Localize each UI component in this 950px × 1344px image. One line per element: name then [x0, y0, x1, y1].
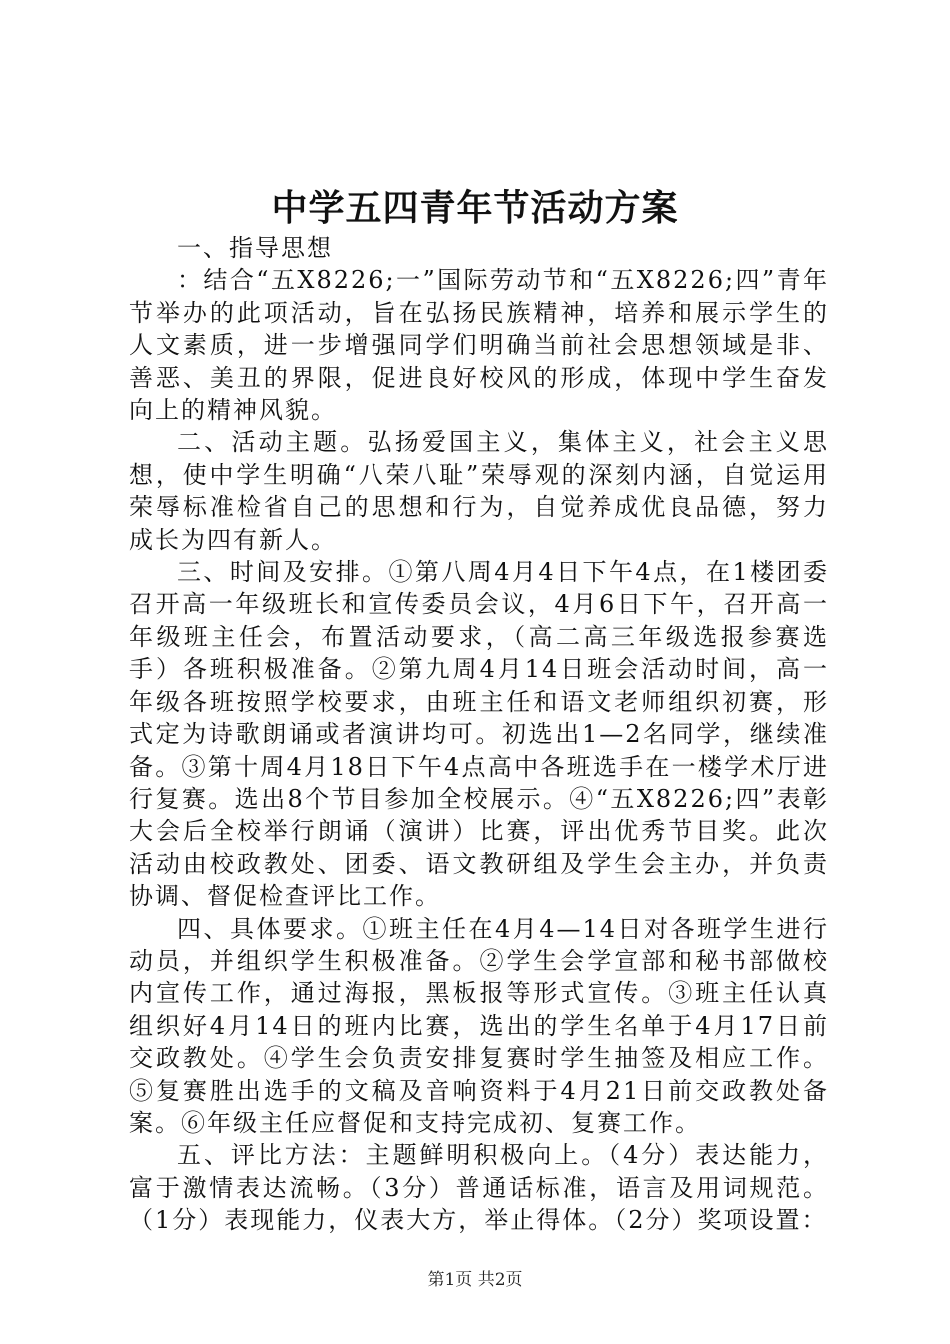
document-body	[129, 232, 829, 1237]
paragraph-activity-theme: 二、活动主题。弘扬爱国主义，集体主义，社会主义思想，使中学生明确“八荣八耻”荣辱观的深刻内涵，自觉运用荣辱标准检省自己的思想和行为，自觉养成优良品德，努力成长为四有新人。	[129, 428, 829, 554]
document-title: 中学五四青年节活动方案	[271, 187, 679, 229]
page-number-footer: 第1页 共2页	[427, 1270, 523, 1290]
paragraph-schedule: 三、时间及安排。①第八周4月4日下午4点，在1楼团委召开高一年级班长和宣传委员会议，4月6日下午，召开高一年级班主任会，布置活动要求，（高二高三年级选报参赛选手）各班积极准备。②第九周4月14日班会活动时间，高一年级各班按照学校要求，由班主任和语文老师组织初赛，形式定为诗歌朗诵或者演讲均可。初选出1—2名同学，继续准备。③第十周4月18日下午4点高中各班选手在一楼学术厅进行复赛。选出8个节目参加全校展示。④“五X8226;四”表彰大会后全校举行朗诵（演讲）比赛，评出优秀节目奖。此次活动由校政教处、团委、语文教研组及学生会主办，并负责协调、督促检查评比工作。	[129, 558, 829, 911]
paragraph-requirements: 四、具体要求。①班主任在4月4—14日对各班学生进行动员，并组织学生积极准备。②学生会学宣部和秘书部做校内宣传工作，通过海报，黑板报等形式宣传。③班主任认真组织好4月14日的班内比赛，选出的学生名单于4月17日前交政教处。④学生会负责安排复赛时学生抽签及相应工作。⑤复赛胜出选手的文稿及音响资料于4月21日前交政教处备案。⑥年级主任应督促和支持完成初、复赛工作。	[129, 914, 829, 1137]
section-heading-guiding-thought: 一、指导思想	[177, 234, 333, 262]
paragraph-guiding-thought: ：结合“五X8226;一”国际劳动节和“五X8226;四”青年节举办的此项活动，旨在弘扬民族精神，培养和展示学生的人文素质，进一步增强同学们明确当前社会思想领域是非、善恶、美丑的界限，促进良好校风的形成，体现中学生奋发向上的精神风貌。	[129, 266, 829, 425]
paragraph-evaluation: 五、评比方法：主题鲜明积极向上。（4分）表达能力，富于激情表达流畅。（3分）普通话标准，语言及用词规范。（1分）表现能力，仪表大方，举止得体。（2分）奖项设置：	[129, 1141, 829, 1235]
